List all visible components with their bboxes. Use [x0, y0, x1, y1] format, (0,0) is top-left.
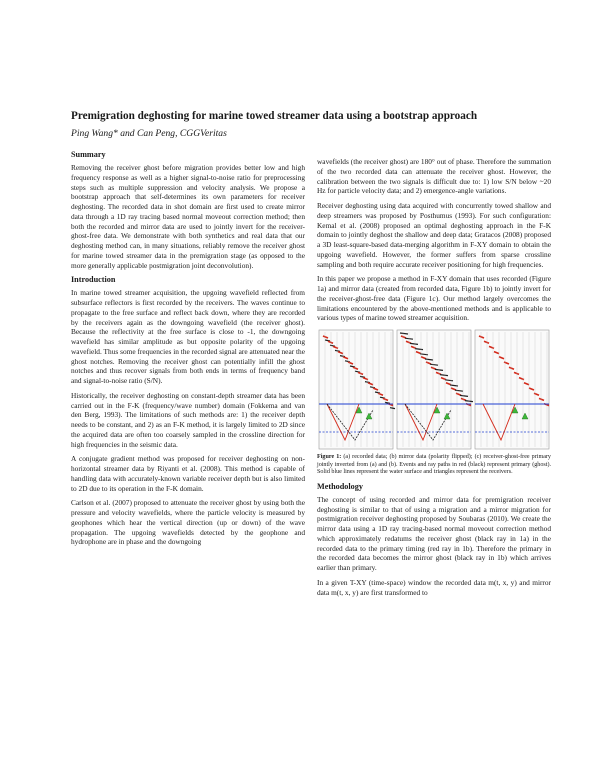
intro-paragraph-6: Receiver deghosting using data acquired with concurrently towed shallow and deep streamers was proposed by Posthumus (1993). For such configuration: Kemal et al. (2008) proposed an optimal deghosting approach in the F-K domain to jointly deghost the shallow and deep data; Gratacos (2008) proposed a 3D least-square-based data-merging algorithm in F-XY domain to obtain the upgoing wavefield. However, the former suffers from sparse crossline sampling and both require accurate receiver positioning for high frequencies. [317, 201, 551, 269]
figure-1 [317, 328, 551, 451]
intro-paragraph-5: wavefields (the receiver ghost) are 180° out of phase. Therefore the summation of the two recorded data can attenuate the receiver ghost. However, the calibration between the two signals is difficult due to: 1) low S/N below ~20 Hz for particle velocity data; and 2) emergence-angle variations. [317, 157, 551, 196]
left-column [71, 150, 305, 552]
methodology-paragraph-2: In a given T-XY (time-space) window the recorded data m(t, x, y) and mirror data m(t, x, y) are first transformed to [317, 577, 551, 597]
figure-panel-c [475, 330, 549, 449]
intro-paragraph-4: Carlson et al. (2007) proposed to attenuate the receiver ghost by using both the pressure and velocity wavefields, where the particle velocity is measured by geophones which hear the vertical direction (up or down) of the wave propagation. The upgoing wavefields detected by the geophone and hydrophone are in phase and the downgoing [71, 498, 305, 547]
figure-panel-b [397, 330, 473, 449]
intro-paragraph-3: A conjugate gradient method was proposed for receiver deghosting on non-horizontal streamer data by Riyanti et al. (2008). This method is capable of handling data with accurately-known variable receiver depth but is also limited to 2D due to its operation in the F-K domain. [71, 454, 305, 493]
paper-title: Premigration deghosting for marine towed streamer data using a bootstrap approach [71, 110, 478, 122]
intro-paragraph-7: In this paper we propose a method in F-XY domain that uses recorded (Figure 1a) and mirror data (created from recorded data, Figure 1b) to jointly invert for the receiver-ghost-free data (Figure 1c). Our method largely overcomes the limitations encountered by the above-mentioned methods and is applicable to various types of marine towed streamer acquisition. [317, 274, 551, 323]
right-column [317, 157, 551, 602]
intro-paragraph-2: Historically, the receiver deghosting on constant-depth streamer data has been carried out in the F-K (frequency/wave number) domain (Fokkema and van den Berg, 1993). The limitations of such methods are: 1) the receiver depth needs to be constant, and 2) as an F-K method, it is largely limited to 2D since the acquired data are often too coarsely sampled in the crossline direction for high frequencies in the seismic data. [71, 390, 305, 449]
summary-paragraph: Removing the receiver ghost before migration provides better low and high frequency response as well as a higher signal-to-noise ratio for preprocessing steps such as multiple suppression and velocity analysis. We propose a bootstrap approach that self-determines its own parameters for receiver deghosting. The recorded data in shot domain are first used to create mirror data through a 1D ray tracing based normal moveout correction method; then both the recorded and mirror data are used to jointly invert for the receiver-ghost-free data. We demonstrate with both synthetics and real data that our deghosting method can, in many situations, reliably remove the receiver ghost for marine towed streamer data in the premigration stage (as opposed to the more generally applicable postmigration joint deconvolution). [71, 163, 305, 270]
intro-paragraph-1: In marine towed streamer acquisition, the upgoing wavefield reflected from subsurface reflectors is first recorded by the receivers. The waves continue to propagate to the free surface and reflect back down, where they are recorded by the receivers again as the downgoing wavefield (the receiver ghost). Because the reflectivity at the free surface is close to -1, the downgoing wavefield has similar amplitude as but opposite polarity of the upgoing wavefield. Thus some frequencies in the recorded signal are attenuated near the ghost notches. Removing the receiver ghost can potentially infill the ghost notches and thus recover signals from both ends in terms of frequency band and signal-to-noise ratio (S/N). [71, 288, 305, 385]
introduction-heading: Introduction [71, 275, 116, 285]
figure-1-label: Figure 1: [317, 454, 342, 460]
figure-panel-a [319, 330, 395, 449]
figure-1-caption [317, 454, 551, 477]
summary-heading: Summary [71, 150, 106, 159]
figure-1-caption-text: (a) recorded data; (b) mirror data (polarity flipped); (c) receiver-ghost-free primary jointly inverted from (a) and (b). Events and ray paths in red (black) represent primary (ghost). Solid blue lines represent the water surface and triangles represent the receivers. [317, 454, 551, 476]
methodology-paragraph-1: The concept of using recorded and mirror data for premigration receiver deghosting is similar to that of using a migration and a mirror migration for postmigration receiver deghosting proposed by Soubaras (2010). We create the mirror data using a 1D ray tracing-based normal moveout correction method which approximately redatums the receiver ghost (black ray in 1a) in the recorded data to the primary timing (red ray in 1b). Therefore the primary in the recorded data becomes the mirror ghost (black ray in 1b) which arrives earlier than primary. [317, 494, 551, 573]
methodology-heading: Methodology [317, 481, 363, 491]
author-line: Ping Wang* and Can Peng, CGGVeritas [71, 128, 227, 139]
